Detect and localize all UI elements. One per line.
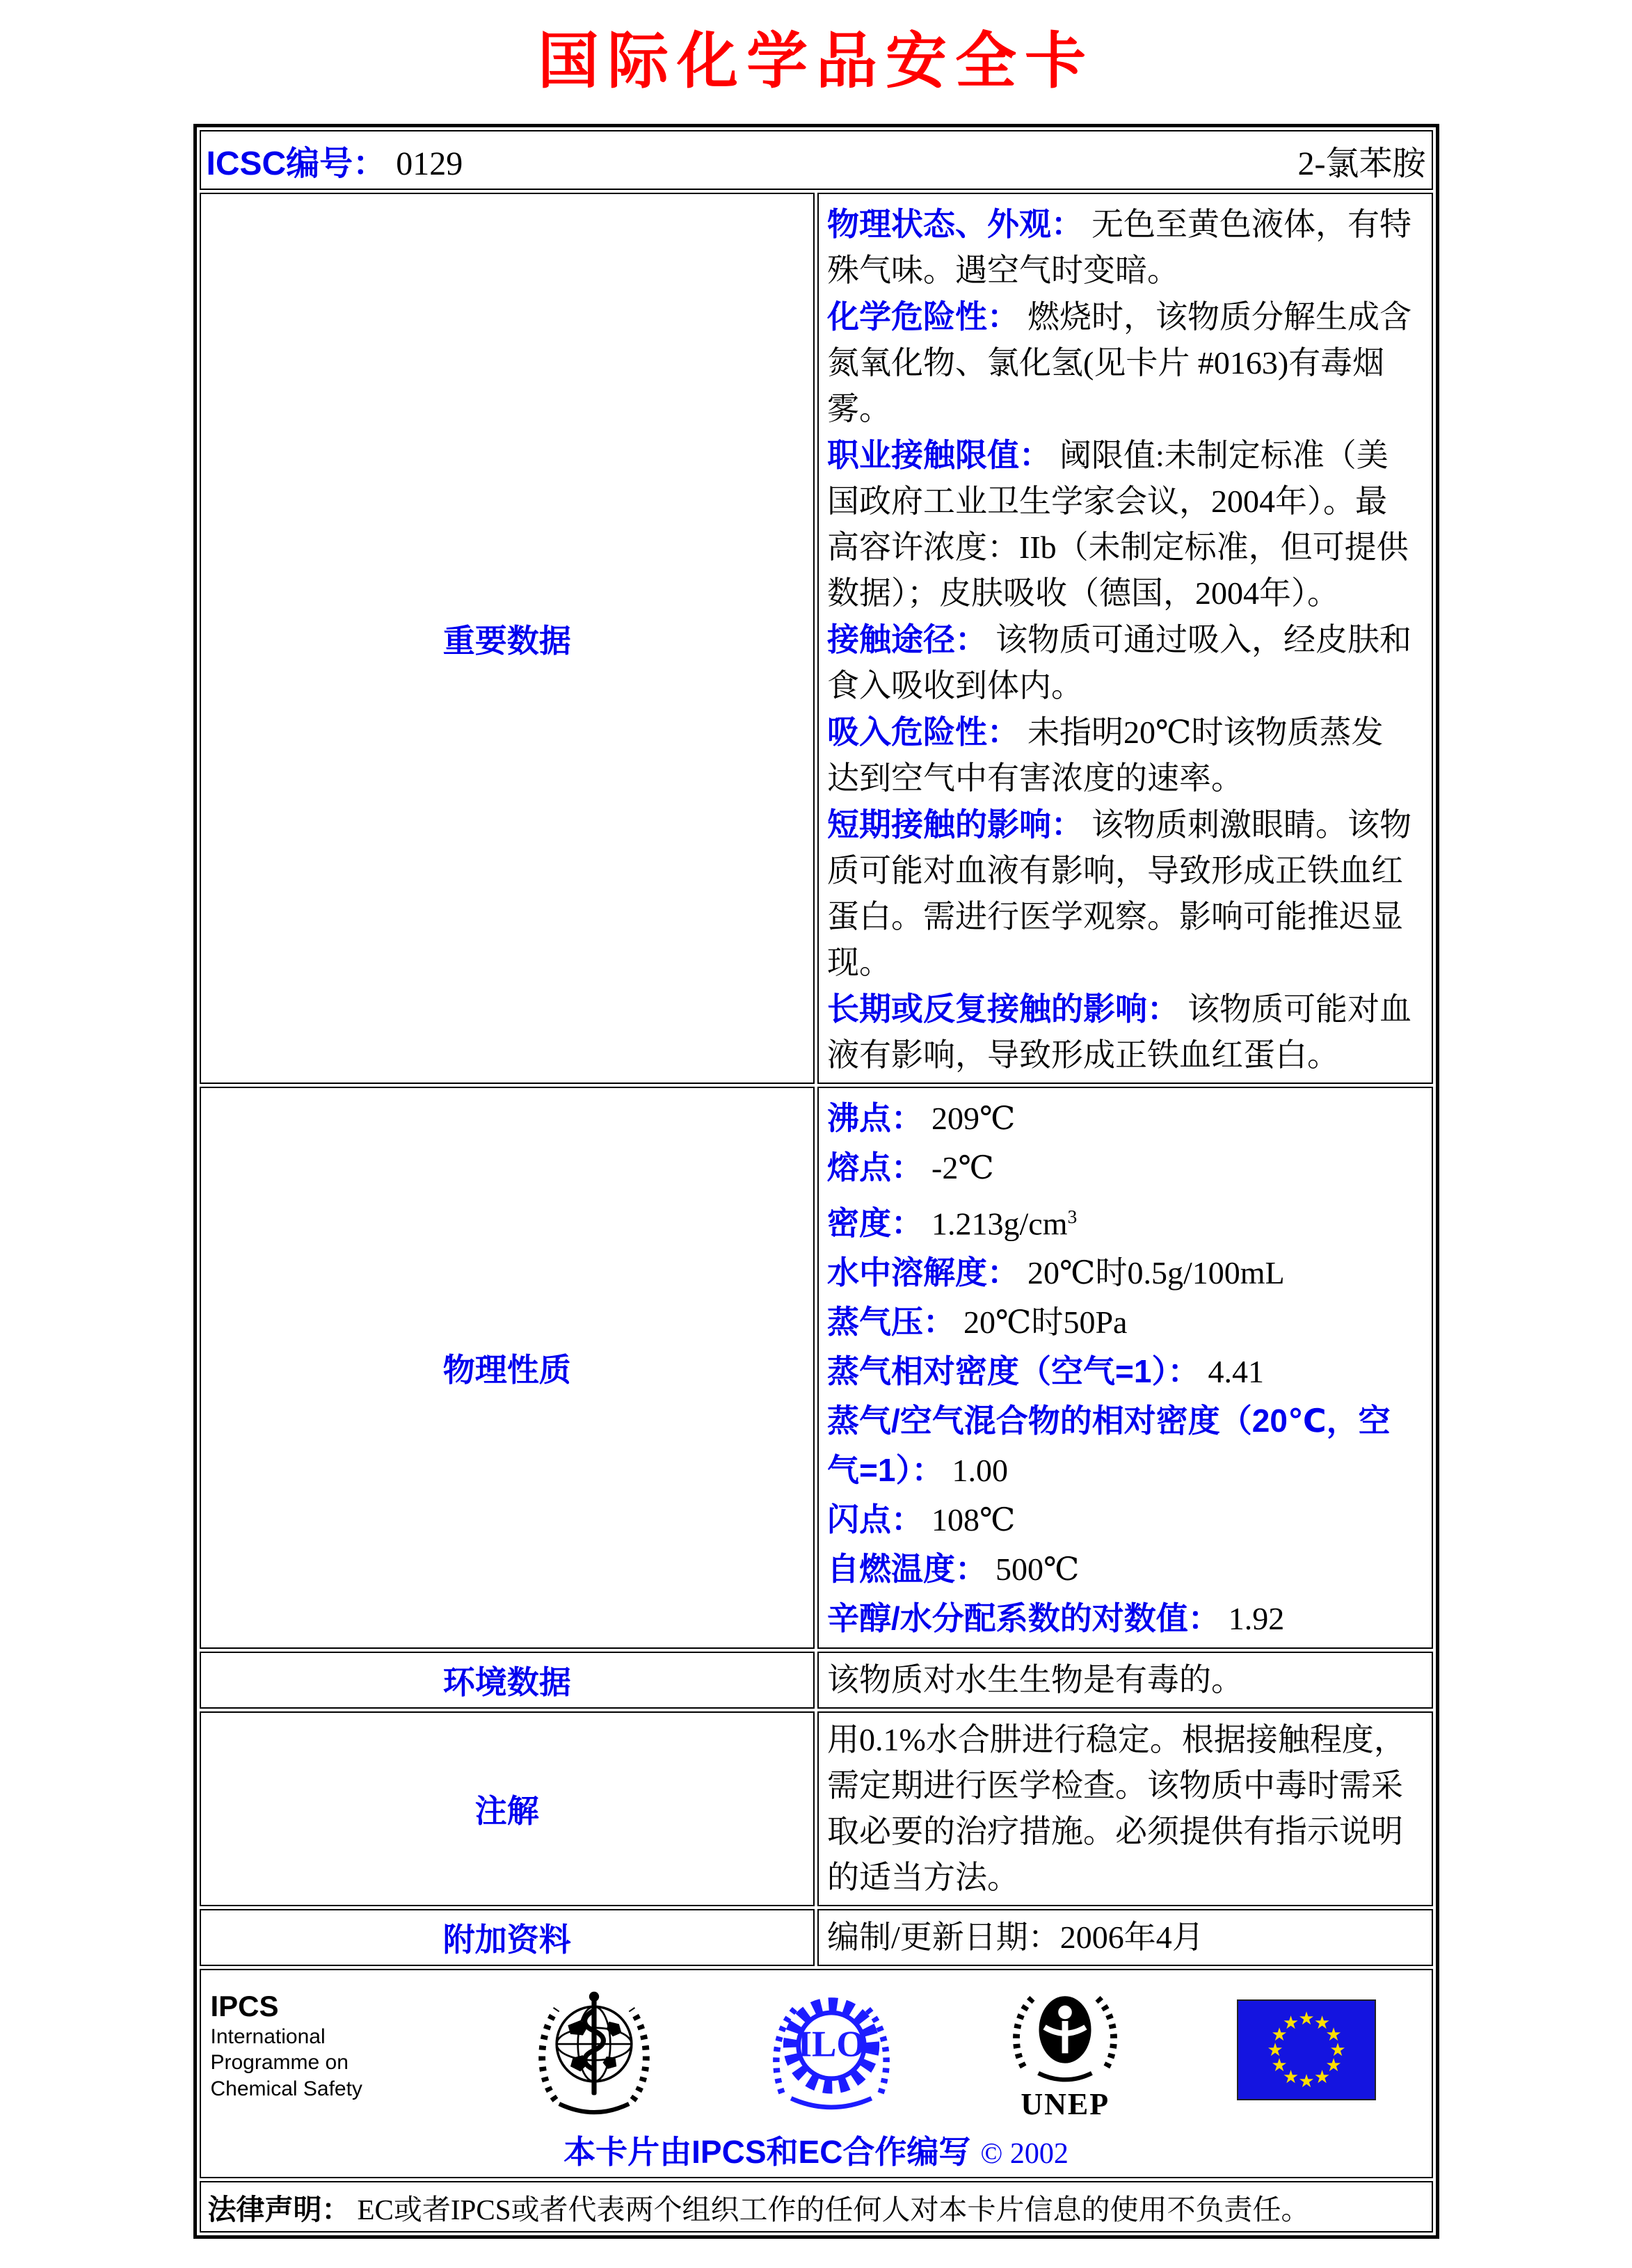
svg-text:★: ★ [1270, 2055, 1288, 2077]
property-item [827, 1544, 1414, 1594]
cooperation-caption: 本卡片由IPCS和EC合作编写 [563, 2134, 971, 2171]
svg-text:★: ★ [1325, 2055, 1342, 2077]
property-item [827, 1248, 1414, 1297]
svg-text:★: ★ [1270, 2025, 1288, 2046]
field-value: 108℃ [931, 1502, 1016, 1538]
legal-cell [200, 2181, 1433, 2233]
field-label: 吸入危险性： [827, 714, 1019, 750]
logos-row [200, 1969, 1433, 2178]
icsc-number-group [207, 136, 463, 184]
field-value: 该物质可能对血液有影响，导致形成正铁血红蛋白。 [827, 991, 1411, 1073]
environmental-data-row [200, 1652, 1433, 1709]
field-label: 密度： [827, 1205, 923, 1242]
svg-text:★: ★ [1297, 2009, 1315, 2030]
svg-text:★: ★ [1329, 2040, 1346, 2061]
field-value: 1.00 [952, 1453, 1008, 1489]
field-value: 4.41 [1208, 1354, 1264, 1390]
svg-text:★: ★ [1266, 2040, 1283, 2061]
notes-row [200, 1711, 1433, 1906]
physical-properties-content [817, 1087, 1433, 1649]
physical-properties-row [200, 1087, 1433, 1649]
property-item [827, 1297, 1414, 1347]
field-label: 短期接触的影响： [827, 806, 1083, 842]
field-value: 500℃ [995, 1551, 1080, 1588]
field-label: 蒸气相对密度（空气=1）： [827, 1353, 1200, 1390]
environmental-data-side-label: 环境数据 [200, 1652, 815, 1709]
physical-properties-side-label: 物理性质 [200, 1087, 815, 1649]
copyright-text: © 2002 [980, 2138, 1069, 2171]
additional-info-side-label: 附加资料 [200, 1909, 815, 1966]
property-item [827, 1192, 1414, 1248]
header-cell [200, 130, 1433, 190]
ipcs-subtitle-line: Programme on [210, 2051, 349, 2075]
icsc-card-table [193, 124, 1439, 2239]
property-item [827, 1094, 1414, 1143]
icsc-number-label: ICSC编号： [206, 145, 387, 182]
field-label: 熔点： [827, 1149, 923, 1185]
field-label: 职业接触限值： [827, 437, 1051, 473]
property-item [827, 1594, 1414, 1643]
svg-text:★: ★ [1313, 2013, 1330, 2034]
important-data-row [200, 193, 1433, 1084]
ipcs-title: IPCS [210, 1990, 279, 2023]
additional-info-text: 编制/更新日期：2006年4月 [827, 1919, 1204, 1956]
field-label: 水中溶解度： [827, 1254, 1019, 1291]
field-label: 化学危险性： [827, 298, 1019, 335]
field-value: 209℃ [931, 1101, 1016, 1136]
field-label: 长期或反复接触的影响： [827, 991, 1179, 1027]
svg-text:★: ★ [1325, 2025, 1342, 2046]
property-item [827, 1143, 1414, 1192]
property-item [827, 1396, 1414, 1495]
data-item [827, 616, 1414, 709]
logo-strip [208, 1980, 1425, 2120]
data-item [827, 201, 1414, 294]
field-label: 自燃温度： [827, 1551, 987, 1588]
notes-content [817, 1711, 1433, 1906]
environmental-data-text: 该物质对水生生物是有毒的。 [827, 1662, 1243, 1698]
data-item [827, 801, 1414, 986]
field-label: 辛醇/水分配系数的对数值： [827, 1600, 1220, 1637]
field-superscript: 3 [1067, 1206, 1078, 1227]
field-label: 闪点： [827, 1501, 923, 1538]
icsc-number-value: 0129 [396, 145, 463, 182]
logos-cell [200, 1969, 1433, 2178]
unep-logo-icon [1006, 1980, 1124, 2084]
chemical-name: 2-氯苯胺 [1297, 145, 1426, 182]
svg-text:★: ★ [1313, 2067, 1330, 2089]
field-value: 20℃时50Pa [963, 1304, 1128, 1341]
data-item [827, 432, 1414, 616]
unep-logo-block [1006, 1980, 1124, 2120]
notes-side-label: 注解 [200, 1711, 815, 1906]
additional-info-row [200, 1909, 1433, 1966]
svg-text:★: ★ [1282, 2067, 1299, 2089]
ipcs-subtitle-line: Chemical Safety [210, 2077, 362, 2100]
ilo-logo-icon [769, 1988, 894, 2113]
field-value: 该物质可通过吸入，经皮肤和食入吸收到体内。 [827, 622, 1411, 703]
important-data-side-label: 重要数据 [200, 193, 815, 1084]
who-logo-icon [531, 1984, 657, 2116]
field-value: 该物质刺激眼睛。该物质可能对血液有影响，导致形成正铁血红蛋白。需进行医学观察。影响可能推迟显现。 [827, 807, 1411, 980]
ipcs-subtitle-line: International [210, 2025, 326, 2048]
field-label: 蒸气/空气混合物的相对密度（20℃，空气=1）： [827, 1403, 1391, 1489]
page-title: 国际化学品安全卡 [537, 29, 1094, 96]
field-value: 1.213g/cm [931, 1206, 1068, 1242]
field-value: 1.92 [1228, 1601, 1285, 1637]
svg-text:★: ★ [1297, 2071, 1315, 2093]
legal-notice-label: 法律声明： [207, 2193, 351, 2226]
notes-text: 用0.1%水合肼进行稳定。根据接触程度，需定期进行医学检查。该物质中毒时需采取必要的治疗措施。必须提供有指示说明的适当方法。 [827, 1722, 1406, 1896]
field-value: 无色至黄色液体，有特殊气味。遇空气时变暗。 [827, 207, 1411, 288]
field-label: 物理状态、外观： [827, 206, 1083, 242]
field-value: 20℃时0.5g/100mL [1027, 1255, 1285, 1291]
ipcs-wordmark [211, 1990, 419, 2102]
field-value: 燃烧时，该物质分解生成含氮氧化物、氯化氢(见卡片 #0163)有毒烟雾。 [827, 299, 1411, 426]
field-label: 蒸气压： [827, 1304, 955, 1341]
property-item [827, 1347, 1414, 1396]
svg-text:★: ★ [1282, 2013, 1299, 2034]
data-item [827, 709, 1414, 801]
field-value: -2℃ [931, 1150, 994, 1185]
field-label: 沸点： [827, 1100, 923, 1136]
unep-wordmark: UNEP [1021, 2087, 1110, 2122]
field-value: 阈限值:未制定标准（美国政府工业卫生学家会议，2004年）。最高容许浓度：IIb（未制定标准，但可提供数据）；皮肤吸收（德国，2004年）。 [827, 438, 1409, 611]
field-value: 未指明20℃时该物质蒸发达到空气中有害浓度的速率。 [827, 714, 1384, 796]
caption-line [208, 2127, 1425, 2173]
eu-flag-icon [1237, 1999, 1376, 2100]
data-item [827, 986, 1414, 1078]
field-label: 接触途径： [827, 621, 987, 657]
environmental-data-content [817, 1652, 1433, 1709]
ilo-monogram: ILO [797, 2024, 865, 2065]
legal-notice-text: EC或者IPCS或者代表两个组织工作的任何人对本卡片信息的使用不负责任。 [357, 2193, 1310, 2226]
additional-info-content [817, 1909, 1433, 1966]
header-row [200, 130, 1433, 190]
legal-row [200, 2181, 1433, 2233]
important-data-content [817, 193, 1433, 1084]
property-item [827, 1495, 1414, 1544]
data-item [827, 294, 1414, 432]
